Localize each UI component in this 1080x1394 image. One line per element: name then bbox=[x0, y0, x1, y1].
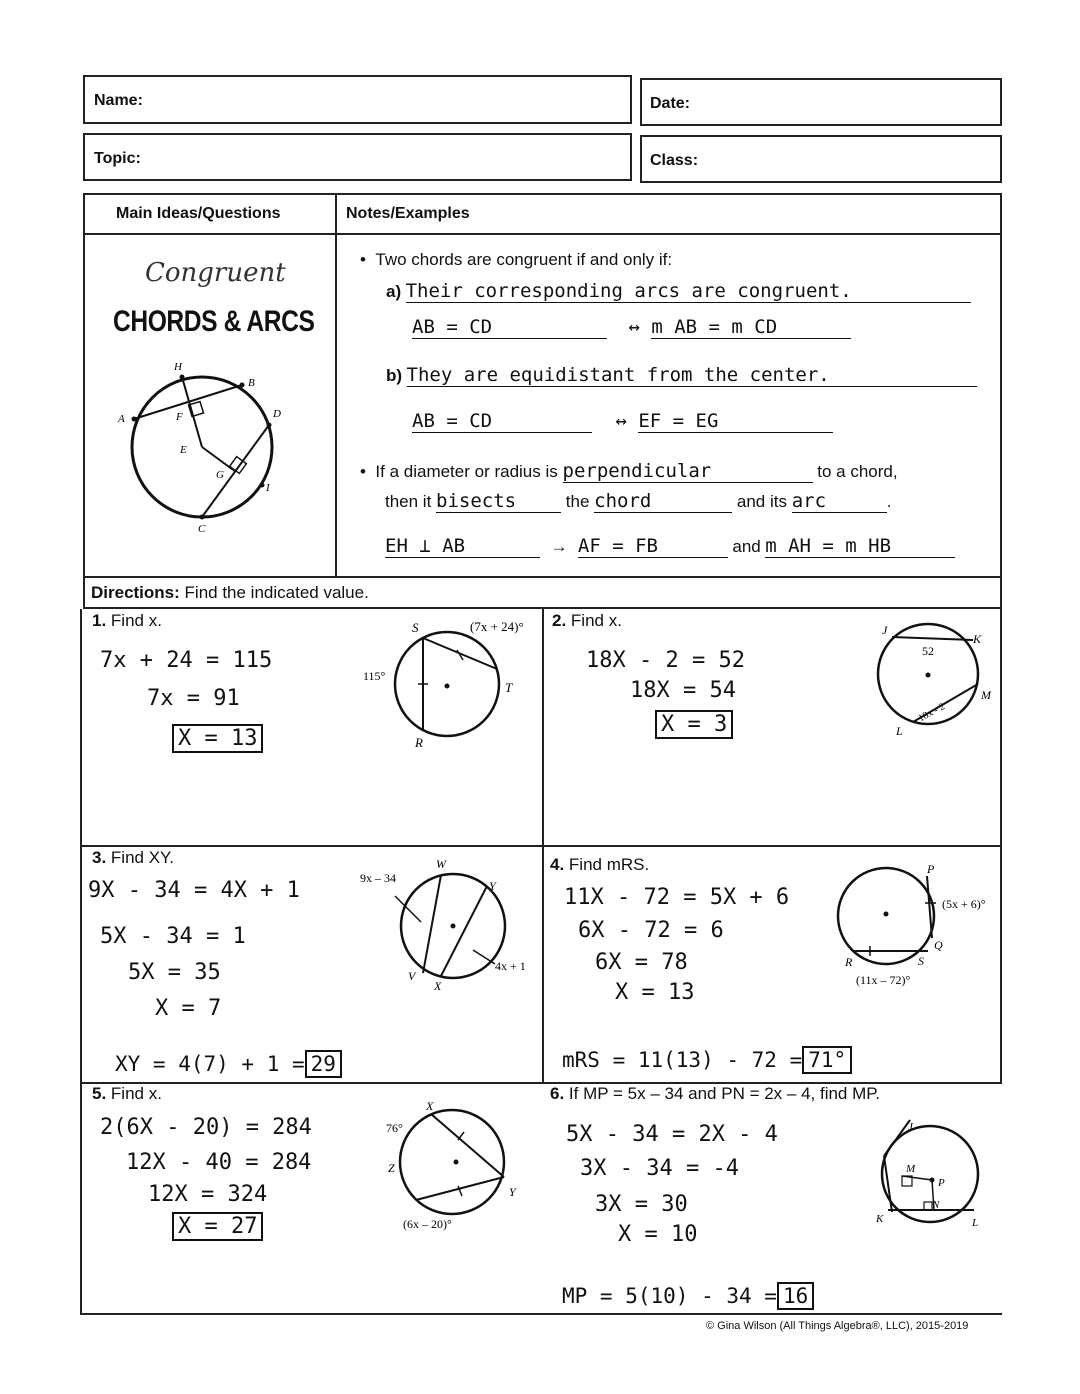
bullet-2-line3 bbox=[385, 535, 995, 558]
p4-final bbox=[562, 1048, 852, 1072]
the-word: the bbox=[565, 492, 590, 511]
then-it: then it bbox=[385, 492, 432, 511]
p5-work-3: 12X = 324 bbox=[148, 1182, 268, 1207]
column-notes: Notes/Examples bbox=[346, 205, 470, 222]
note-a-left: AB = CD bbox=[412, 316, 607, 339]
note-b-arrow: ↔ bbox=[615, 410, 627, 432]
p6-label-n: N bbox=[932, 1199, 940, 1211]
fig-label-g: G bbox=[216, 469, 224, 481]
fill-arc: arc bbox=[792, 490, 887, 513]
p1-label-r: R bbox=[415, 735, 423, 750]
p6-final-text: MP = 5(10) - 34 = bbox=[562, 1284, 777, 1308]
note-a-label: a) bbox=[386, 282, 402, 301]
p6-label-l: L bbox=[972, 1217, 979, 1229]
p4-work-4: X = 13 bbox=[615, 980, 695, 1005]
p6-work-1: 5X - 34 = 2X - 4 bbox=[566, 1122, 778, 1147]
fig-label-d: D bbox=[273, 408, 281, 420]
p4-prompt bbox=[550, 855, 649, 875]
note-a-eq bbox=[412, 316, 851, 339]
column-divider bbox=[335, 193, 337, 577]
note-a-right: m AB = m CD bbox=[651, 316, 851, 339]
p3-work-2: 5X - 34 = 1 bbox=[100, 924, 246, 949]
p3-work-3: 5X = 35 bbox=[128, 960, 221, 985]
p4-label-r: R bbox=[845, 955, 853, 969]
p3-answer: 29 bbox=[305, 1050, 342, 1078]
copyright: © Gina Wilson (All Things Algebra®, LLC), 2015-2019 bbox=[706, 1320, 969, 1332]
p2-label-j: J bbox=[882, 623, 888, 637]
p1-figure bbox=[355, 612, 545, 762]
p3-label-expr2: 4x + 1 bbox=[495, 959, 526, 973]
p3-final-text: XY = 4(7) + 1 = bbox=[115, 1052, 305, 1076]
p3-final bbox=[115, 1052, 342, 1076]
fill-bisects: bisects bbox=[436, 490, 561, 513]
problems-bottom bbox=[80, 1313, 1002, 1315]
p5-label-x: X bbox=[426, 1099, 434, 1113]
name-label: Name: bbox=[94, 92, 143, 109]
note-b-label: b) bbox=[386, 366, 403, 385]
column-main-ideas: Main Ideas/Questions bbox=[116, 205, 281, 222]
note-b bbox=[386, 364, 986, 387]
fig-label-f: F bbox=[176, 411, 183, 423]
p2-label-l: L bbox=[896, 724, 903, 738]
class-field[interactable] bbox=[640, 135, 1002, 183]
fig-label-i: I bbox=[266, 482, 270, 494]
p1-prompt bbox=[92, 611, 162, 631]
topic-field[interactable] bbox=[83, 133, 632, 181]
class-label: Class: bbox=[650, 152, 699, 169]
p6-label-m: M bbox=[906, 1163, 916, 1175]
p1-num: 1. bbox=[92, 611, 107, 630]
bullet-1-text: Two chords are congruent if and only if: bbox=[375, 250, 673, 269]
note-b-left: AB = CD bbox=[412, 410, 592, 433]
p1-label-115: 115° bbox=[363, 669, 386, 683]
note-b-text: They are equidistant from the center. bbox=[407, 364, 977, 387]
p6-label-k: K bbox=[876, 1213, 884, 1225]
p4-label-expr2: (11x – 72)° bbox=[856, 973, 911, 987]
note-b-right: EF = EG bbox=[638, 410, 833, 433]
page-title: CHORDS & ARCS bbox=[113, 305, 315, 338]
p3-label-expr1: 9x – 34 bbox=[360, 871, 396, 885]
bullet-2-post: to a chord, bbox=[817, 462, 898, 481]
chords-figure bbox=[112, 355, 292, 535]
p3-figure bbox=[355, 852, 545, 1002]
p4-label-s: S bbox=[918, 954, 924, 968]
p3-prompt bbox=[92, 848, 174, 868]
and-its: and its bbox=[736, 492, 787, 511]
p3-label-y: Y bbox=[489, 879, 496, 893]
note-a-text: Their corresponding arcs are congruent. bbox=[406, 280, 971, 303]
p5-work-2: 12X - 40 = 284 bbox=[126, 1150, 312, 1175]
p4-label-p: P bbox=[927, 862, 935, 876]
p6-num: 6. bbox=[550, 1084, 565, 1103]
p1-answer: X = 13 bbox=[172, 724, 263, 753]
p5-figure bbox=[378, 1092, 538, 1242]
line3-a: EH ⊥ AB bbox=[385, 535, 540, 558]
bullet-2-pre: If a diameter or radius is bbox=[375, 462, 558, 481]
p5-label-76: 76° bbox=[386, 1121, 403, 1135]
directions-bold: Directions: bbox=[91, 583, 180, 602]
p4-num: 4. bbox=[550, 855, 565, 874]
fig-label-e: E bbox=[180, 444, 187, 456]
p4-work-2: 6X - 72 = 6 bbox=[578, 918, 724, 943]
p6-prompt bbox=[550, 1084, 880, 1104]
p6-final bbox=[562, 1284, 814, 1308]
p2-answer: X = 3 bbox=[655, 710, 733, 739]
bullet-1: • Two chords are congruent if and only if: bbox=[360, 250, 673, 269]
p6-prompt-text: If MP = 5x – 34 and PN = 2x – 4, find MP. bbox=[568, 1084, 881, 1103]
p2-label-m: M bbox=[981, 688, 991, 702]
p3-prompt-text: Find XY. bbox=[110, 848, 174, 867]
note-b-eq bbox=[412, 410, 833, 433]
p2-num: 2. bbox=[552, 611, 567, 630]
p4-label-q: Q bbox=[934, 938, 943, 952]
p1-work-1: 7x + 24 = 115 bbox=[100, 648, 273, 673]
p2-label-expr: 18x - 2 bbox=[916, 701, 947, 725]
p1-label-arc: (7x + 24)° bbox=[470, 619, 524, 634]
date-label: Date: bbox=[650, 95, 691, 112]
p6-work-2: 3X - 34 = -4 bbox=[580, 1156, 739, 1181]
p2-prompt-text: Find x. bbox=[570, 611, 622, 630]
p1-label-s: S bbox=[412, 620, 419, 635]
p4-final-text: mRS = 11(13) - 72 = bbox=[562, 1048, 803, 1072]
p4-work-1: 11X - 72 = 5X + 6 bbox=[564, 885, 790, 910]
p2-label-k: K bbox=[973, 632, 982, 646]
line3-arrow: → bbox=[550, 537, 568, 556]
title-script: Congruent bbox=[145, 258, 286, 288]
p5-label-z: Z bbox=[388, 1161, 395, 1175]
bullet-2-fill: perpendicular bbox=[563, 460, 813, 483]
p2-prompt bbox=[552, 611, 622, 631]
topic-label: Topic: bbox=[94, 150, 141, 167]
p6-work-3: 3X = 30 bbox=[595, 1192, 688, 1217]
p4-answer: 71° bbox=[802, 1046, 852, 1074]
line3-b: AF = FB bbox=[578, 535, 728, 558]
p4-figure bbox=[830, 858, 1002, 993]
p6-work-4: X = 10 bbox=[618, 1222, 698, 1247]
p5-prompt bbox=[92, 1084, 162, 1104]
fill-chord: chord bbox=[594, 490, 732, 513]
period: . bbox=[886, 492, 892, 511]
line3-c: m AH = m HB bbox=[765, 535, 955, 558]
directions bbox=[91, 583, 369, 603]
bullet-2: • If a diameter or radius is perpendicular to a chord, bbox=[360, 460, 898, 482]
p3-work-1: 9X - 34 = 4X + 1 bbox=[88, 878, 300, 903]
p4-label-expr1: (5x + 6)° bbox=[942, 897, 986, 911]
p4-work-3: 6X = 78 bbox=[595, 950, 688, 975]
p2-work-1: 18X - 2 = 52 bbox=[586, 648, 745, 673]
fig-label-a: A bbox=[118, 413, 125, 425]
fig-label-c: C bbox=[198, 523, 206, 535]
bullet-2-line2 bbox=[385, 490, 995, 513]
p3-label-w: W bbox=[436, 857, 446, 871]
header-row-divider bbox=[83, 233, 1002, 235]
p2-figure bbox=[865, 618, 1000, 743]
p5-answer: X = 27 bbox=[172, 1212, 263, 1241]
date-field[interactable] bbox=[640, 78, 1002, 126]
p5-num: 5. bbox=[92, 1084, 107, 1103]
p3-num: 3. bbox=[92, 848, 107, 867]
fig-label-h: H bbox=[174, 361, 182, 373]
p5-prompt-text: Find x. bbox=[110, 1084, 162, 1103]
p6-label-p: P bbox=[938, 1177, 945, 1189]
fig-label-b: B bbox=[248, 377, 255, 389]
p2-work-2: 18X = 54 bbox=[630, 678, 736, 703]
p4-prompt-text: Find mRS. bbox=[568, 855, 650, 874]
directions-text: Find the indicated value. bbox=[184, 583, 369, 602]
note-a bbox=[386, 280, 986, 303]
p3-work-4: X = 7 bbox=[155, 996, 222, 1021]
p3-label-x: X bbox=[434, 979, 442, 993]
name-field[interactable] bbox=[83, 75, 632, 124]
p1-work-2: 7x = 91 bbox=[147, 686, 240, 711]
problems-outer-left bbox=[80, 609, 82, 1315]
p1-prompt-text: Find x. bbox=[110, 611, 162, 630]
p3-label-v: V bbox=[408, 969, 416, 983]
p1-label-t: T bbox=[505, 680, 513, 695]
p6-label-j: J bbox=[908, 1121, 913, 1133]
p6-figure bbox=[862, 1118, 1000, 1233]
problems-row-divider-1 bbox=[80, 845, 1002, 847]
note-a-arrow: ↔ bbox=[628, 316, 640, 338]
p2-label-52: 52 bbox=[922, 644, 934, 658]
directions-divider bbox=[83, 576, 1002, 578]
p5-label-y: Y bbox=[509, 1185, 516, 1199]
p5-label-expr: (6x – 20)° bbox=[403, 1217, 452, 1231]
p5-work-1: 2(6X - 20) = 284 bbox=[100, 1115, 312, 1140]
line3-and: and bbox=[732, 537, 761, 556]
p6-answer: 16 bbox=[777, 1282, 814, 1310]
